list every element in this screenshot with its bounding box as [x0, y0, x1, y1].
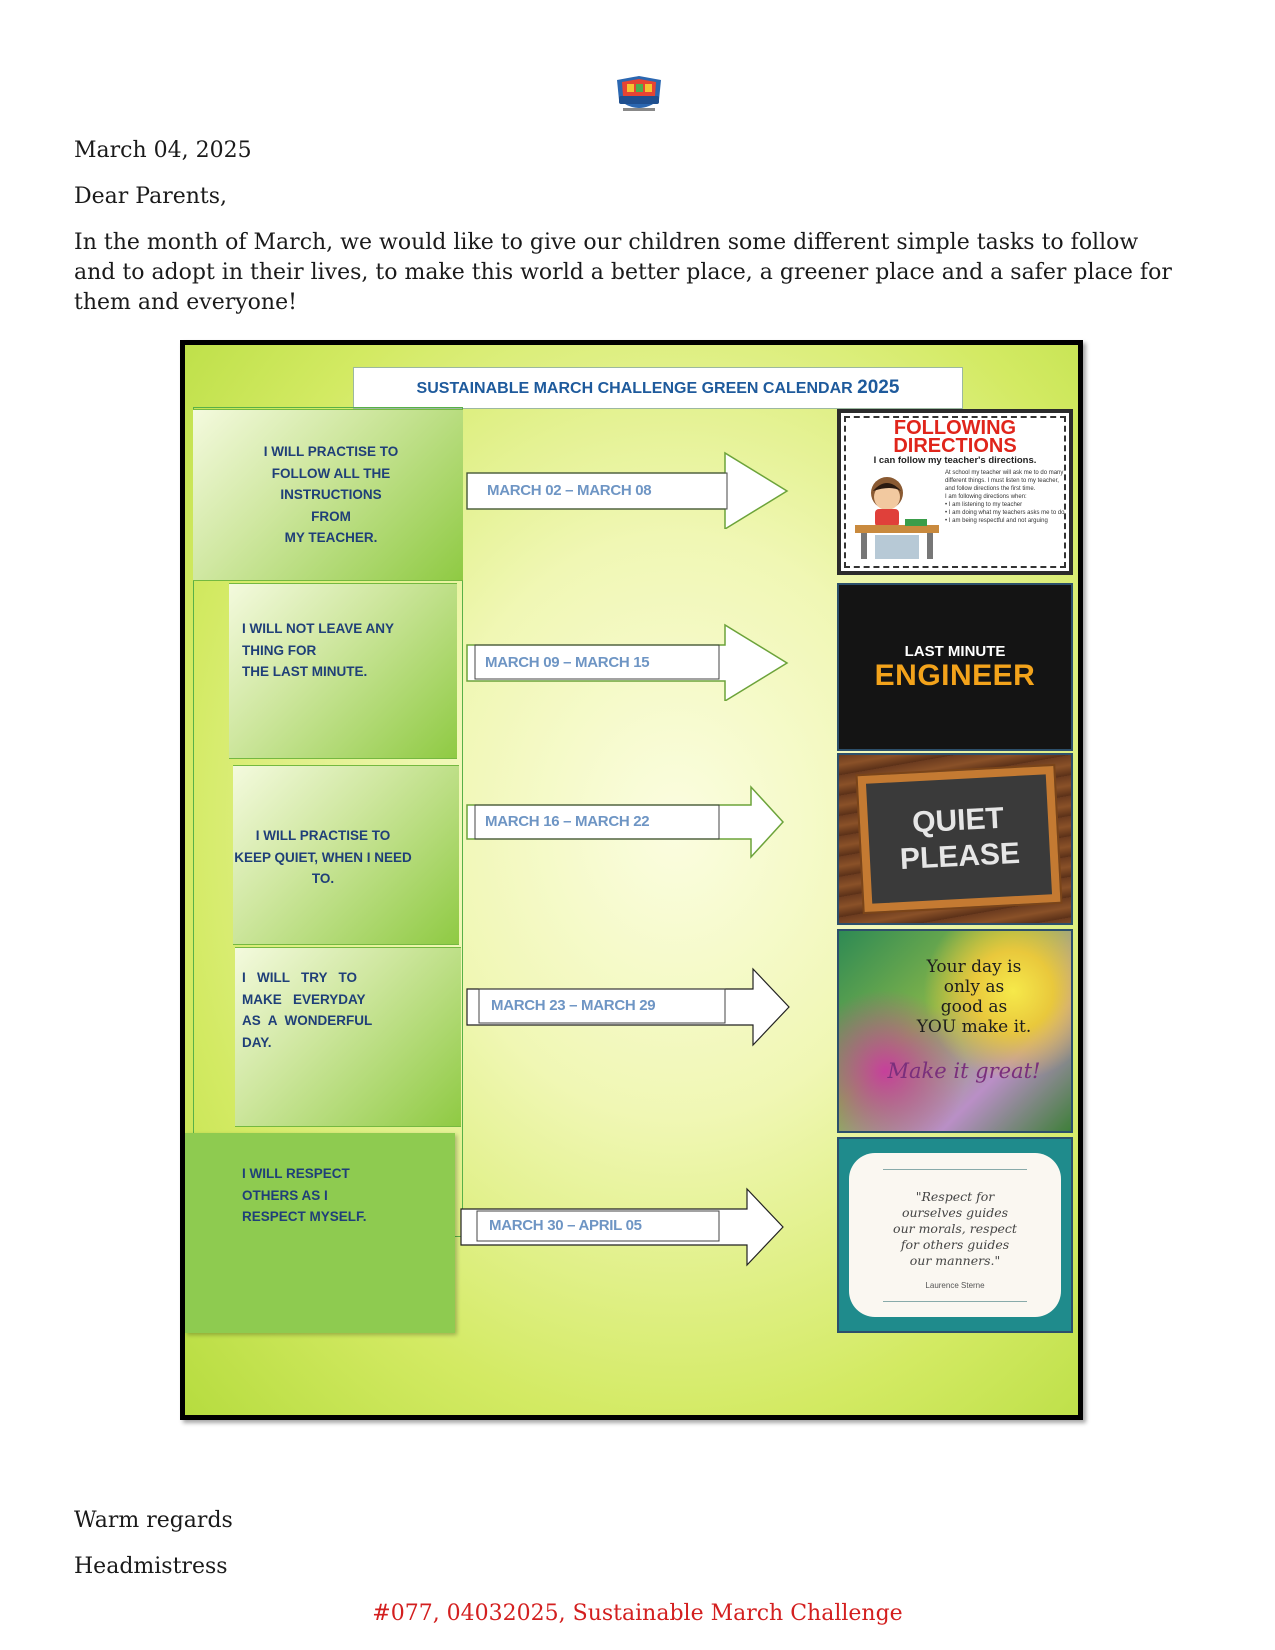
- date-range-week-5: MARCH 30 – APRIL 05: [489, 1217, 642, 1234]
- fd-title-2: DIRECTIONS: [893, 435, 1017, 457]
- task-text-week-5: I WILL RESPECT OTHERS AS I RESPECT MYSELF.: [242, 1166, 367, 1224]
- arrow-week-2: [463, 621, 795, 701]
- arrow-week-5: [457, 1187, 789, 1267]
- last-minute-engineer-image: [837, 583, 1073, 751]
- task-text-week-2: I WILL NOT LEAVE ANY THING FOR THE LAST MINUTE.: [242, 621, 395, 679]
- arrow-week-4: [463, 967, 795, 1047]
- engineer-text: ENGINEER: [874, 659, 1036, 692]
- task-text-week-3: I WILL PRACTISE TO KEEP QUIET, WHEN I NEED TO.: [234, 828, 412, 886]
- make-it-great-text: Make it great!: [887, 1059, 1041, 1083]
- date-range-week-1: MARCH 02 – MARCH 08: [487, 482, 652, 499]
- calendar-title-text: SUSTAINABLE MARCH CHALLENGE GREEN CALENDAR: [416, 380, 853, 397]
- please-text: PLEASE: [899, 836, 1021, 877]
- calendar-year: 2025: [857, 377, 900, 398]
- salutation: Dear Parents,: [74, 184, 228, 209]
- fd-title-1: FOLLOWING: [893, 417, 1017, 439]
- closing: Warm regards: [74, 1508, 233, 1533]
- quiet-please-image: [837, 753, 1073, 925]
- school-logo: [613, 74, 665, 116]
- respect-quote: "Respect for ourselves guides our morals, respect for others guides our manners.": [893, 1189, 1017, 1268]
- respect-quote-image: [837, 1137, 1073, 1333]
- quote-card: [849, 1153, 1061, 1317]
- your-day-quote-image: [837, 929, 1073, 1133]
- student-at-desk-icon: [851, 471, 943, 567]
- last-minute-text: LAST MINUTE: [904, 643, 1006, 660]
- date-range-week-4: MARCH 23 – MARCH 29: [491, 997, 656, 1014]
- footer-reference: #077, 04032025, Sustainable March Challenge: [372, 1601, 903, 1626]
- arrow-week-1: [463, 449, 795, 529]
- signer-title: Headmistress: [74, 1554, 228, 1579]
- task-text-week-4: I WILL TRY TO MAKE EVERYDAY AS A WONDERFUL DAY.: [242, 970, 373, 1050]
- calendar-title: [353, 367, 963, 409]
- letter-date: March 04, 2025: [74, 138, 252, 163]
- date-range-week-3: MARCH 16 – MARCH 22: [485, 813, 650, 830]
- date-range-week-2: MARCH 09 – MARCH 15: [485, 654, 650, 671]
- quiet-text: QUIET: [911, 801, 1005, 840]
- your-day-quote: Your day is only as good as YOU make it.: [916, 957, 1032, 1037]
- fd-subtitle: I can follow my teacher's directions.: [873, 455, 1037, 466]
- quote-author: Laurence Sterne: [925, 1281, 985, 1290]
- arrow-week-3: [463, 785, 795, 865]
- following-directions-image: [837, 409, 1073, 575]
- green-calendar-poster: [180, 340, 1083, 1420]
- intro-paragraph: In the month of March, we would like to give our children some different simple tasks to follow and to adopt in their lives, to make this world a better place, a greener place and a safer place for them and everyone!: [74, 230, 1172, 315]
- chalkboard: [858, 766, 1061, 912]
- fd-body: At school my teacher will ask me to do many different things. I must listen to my teacher, and follow directions the first time. I am following directions when: • I am listening to my teacher • I am doing what my teachers asks me to do • I am being respectful and not arguing: [945, 470, 1065, 524]
- task-text-week-1: I WILL PRACTISE TO FOLLOW ALL THE INSTRUCTIONS FROM MY TEACHER.: [263, 444, 399, 545]
